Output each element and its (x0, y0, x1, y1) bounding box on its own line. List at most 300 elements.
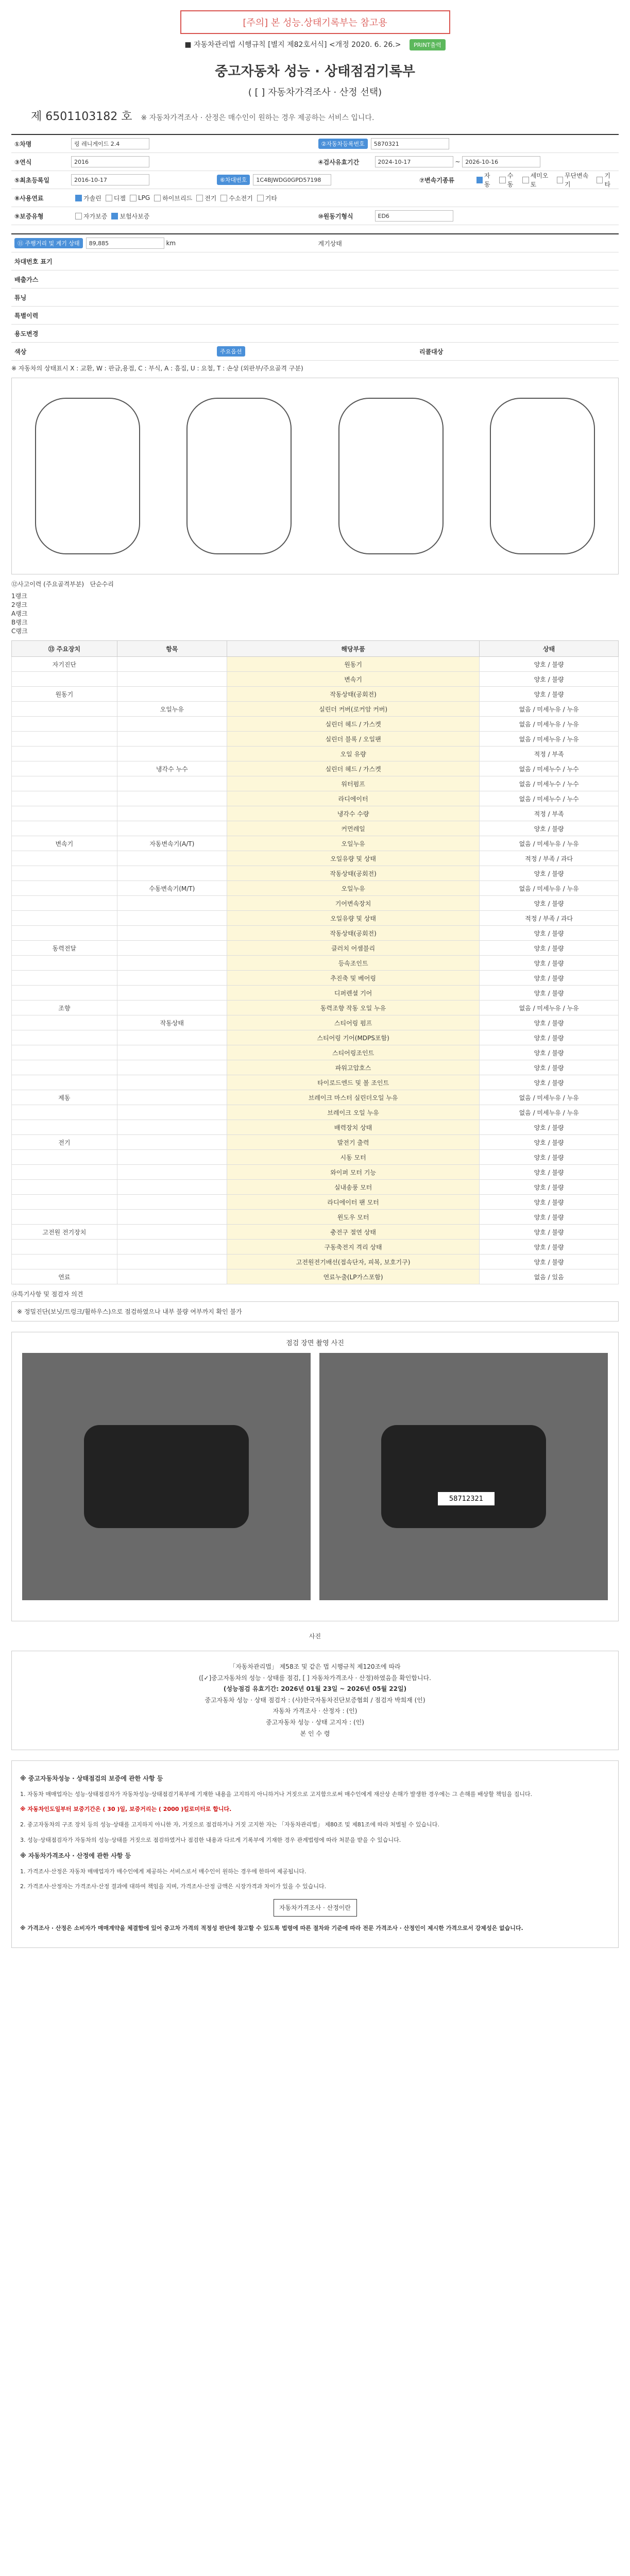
photo-caption: 사진 (309, 1633, 321, 1640)
terms-paragraph: 3. 성능·상태점검자가 자동차의 성능·상태를 거짓으로 점검하였거나 점검한 내용과 다르게 기록부에 기재한 경우 관계법령에 따라 처분을 받을 수 있습니다. (20, 1836, 401, 1843)
table-cell-item: 자동변속기(A/T) (117, 836, 227, 851)
fuel-diesel-checkbox[interactable] (106, 195, 112, 201)
form-row (11, 270, 619, 289)
table-cell-part: 파워고압호스 (227, 1060, 479, 1075)
table-cell-group (12, 702, 117, 717)
table-cell-status[interactable]: 양호 / 불량 (480, 941, 619, 956)
mileage-field[interactable]: 89,885 (86, 238, 164, 249)
table-cell-part: 고전원전기배선(접속단자, 피복, 보호기구) (227, 1255, 479, 1269)
table-cell-item (117, 1001, 227, 1015)
table-cell-item (117, 821, 227, 836)
notice-banner: [주의] 본 성능.상태기록부는 참고용 (180, 10, 450, 34)
table-cell-status[interactable]: 양호 / 불량 (480, 1135, 619, 1150)
table-cell-status[interactable]: 양호 / 불량 (480, 1015, 619, 1030)
table-cell-item (117, 866, 227, 881)
table-cell-part: 오일 유량 (227, 747, 479, 761)
table-cell-item (117, 986, 227, 1001)
table-cell-part: 디퍼렌셜 기어 (227, 986, 479, 1001)
form-row: ③연식 2016 ④검사유효기간 2024-10-17 ~ 2026-10-16 (11, 153, 619, 171)
table-cell-group (12, 776, 117, 791)
table-cell-part: 타이로드엔드 및 볼 조인트 (227, 1075, 479, 1090)
rank-label: 2랭크 (11, 601, 27, 608)
table-cell-status[interactable]: 양호 / 불량 (480, 926, 619, 941)
table-cell-status[interactable]: 없음 / 미세누수 / 누수 (480, 791, 619, 806)
table-cell-item (117, 776, 227, 791)
mileage-note: 계기상태 (318, 240, 342, 247)
table-cell-group (12, 672, 117, 687)
table-cell-item (117, 956, 227, 971)
trans-option: 세미오토 (530, 172, 549, 188)
table-cell-part: 오일누유 (227, 881, 479, 896)
table-row (12, 1225, 619, 1240)
table-row (12, 1120, 619, 1135)
table-cell-status[interactable]: 양호 / 불량 (480, 1195, 619, 1210)
table-cell-status[interactable]: 없음 / 미세누유 / 누유 (480, 717, 619, 732)
fuel-hydrogen-checkbox[interactable] (220, 195, 227, 201)
plate-field[interactable]: 5870321 (371, 138, 449, 149)
sign-receipt: 본 인 수 령 (300, 1730, 330, 1737)
table-cell-item (117, 851, 227, 866)
table-cell-status[interactable]: 양호 / 불량 (480, 821, 619, 836)
table-cell-status[interactable]: 양호 / 불량 (480, 687, 619, 702)
warranty-insurance-checkbox[interactable] (111, 213, 118, 219)
use-change-label: 용도변경 (14, 330, 39, 337)
signature-section (11, 1651, 619, 1750)
table-cell-part: 라디에이터 (227, 791, 479, 806)
diagram-legend: ※ 자동차의 상태표시 X : 교환, W : 판금,용접, C : 부식, A : 흠집, U : 요철, T : 손상 (외판부/주요골격 구분) (11, 365, 303, 372)
warranty-label: ⑨보증유형 (14, 212, 44, 220)
table-cell-item (117, 1240, 227, 1255)
header-cell: 상태 (480, 641, 619, 657)
fuel-option: 가솔린 (83, 194, 101, 202)
table-cell-group (12, 1255, 117, 1269)
form-row (11, 207, 619, 225)
table-cell-group (12, 761, 117, 776)
table-row (12, 956, 619, 971)
table-cell-status[interactable]: 없음 / 미세누유 / 누유 (480, 881, 619, 896)
form-row (11, 189, 619, 207)
car-right-side-icon (490, 398, 595, 554)
table-row (12, 911, 619, 926)
table-cell-part: 윈도우 모터 (227, 1210, 479, 1225)
table-cell-part: 원동기 (227, 657, 479, 672)
table-cell-part: 기어변속장치 (227, 896, 479, 911)
table-cell-status[interactable]: 양호 / 불량 (480, 1120, 619, 1135)
table-cell-item (117, 1120, 227, 1135)
year-field[interactable]: 2016 (71, 156, 149, 167)
table-cell-status[interactable]: 양호 / 불량 (480, 1075, 619, 1090)
table-cell-item: 냉각수 누수 (117, 761, 227, 776)
fuel-option: 하이브리드 (162, 194, 193, 202)
table-cell-item (117, 747, 227, 761)
table-cell-group (12, 1105, 117, 1120)
sign-inspector: 중고자동차 성능 · 상태 점검자 : (사)한국자동차진단보증협회 / 점검자 박희재 (인) (205, 1696, 425, 1704)
table-cell-item (117, 1105, 227, 1120)
reg-prefix: 제 (31, 110, 42, 123)
table-cell-group: 자기진단 (12, 657, 117, 672)
car-rear-top-icon (338, 398, 444, 554)
table-cell-status[interactable]: 없음 / 미세누수 / 누수 (480, 761, 619, 776)
table-cell-status[interactable]: 양호 / 불량 (480, 956, 619, 971)
trans-semi-checkbox[interactable] (522, 177, 529, 183)
table-cell-group (12, 1045, 117, 1060)
table-cell-group (12, 986, 117, 1001)
table-cell-part: 변속기 (227, 672, 479, 687)
table-cell-part: 브레이크 마스터 실린더오일 누유 (227, 1090, 479, 1105)
table-cell-group: 전기 (12, 1135, 117, 1150)
reg-suffix: 호 (121, 110, 132, 123)
table-row (12, 776, 619, 791)
trans-option: 자동 (484, 172, 490, 188)
table-cell-status[interactable]: 양호 / 불량 (480, 986, 619, 1001)
table-row (12, 1165, 619, 1180)
car-front-top-icon (186, 398, 292, 554)
table-cell-group (12, 851, 117, 866)
accident-label: ⑫사고이력 (주요골격부분) (11, 581, 84, 588)
table-cell-item (117, 926, 227, 941)
table-cell-group (12, 806, 117, 821)
trans-option: 수동 (507, 172, 514, 188)
table-cell-part: 오일누유 (227, 836, 479, 851)
terms-paragraph: 2. 가격조사·산정자는 가격조사·산정 결과에 대하여 책임을 지며, 가격조사·산정 금액은 시장가격과 차이가 있을 수 있습니다. (20, 1883, 327, 1890)
table-row (12, 702, 619, 717)
page-title: 중고자동차 성능 · 상태점검기록부 (215, 64, 415, 79)
table-row (12, 836, 619, 851)
table-cell-group (12, 1165, 117, 1180)
table-cell-group (12, 1075, 117, 1090)
table-cell-group (12, 1180, 117, 1195)
vin-field[interactable]: 1C4BJWDG0GPD57198 (253, 174, 331, 185)
reg-number: 6501103182 (45, 110, 118, 123)
engine-field[interactable]: ED6 (375, 210, 453, 222)
table-cell-item (117, 1269, 227, 1284)
form-row (11, 343, 619, 361)
table-cell-part: 오일유량 및 상태 (227, 911, 479, 926)
table-cell-status[interactable]: 없음 / 미세누유 / 누유 (480, 1090, 619, 1105)
table-cell-item (117, 1195, 227, 1210)
trans-etc-checkbox[interactable] (597, 177, 603, 183)
table-cell-part: 브레이크 오일 누유 (227, 1105, 479, 1120)
table-cell-part: 라디에이터 팬 모터 (227, 1195, 479, 1210)
table-cell-group (12, 717, 117, 732)
table-row (12, 821, 619, 836)
header-cell: 항목 (117, 641, 227, 657)
photo-title: 점검 장면 촬영 사진 (286, 1340, 344, 1347)
table-cell-item (117, 1210, 227, 1225)
fuel-lpg-checkbox[interactable] (130, 195, 137, 201)
table-row (12, 672, 619, 687)
table-cell-group (12, 747, 117, 761)
table-row (12, 806, 619, 821)
trans-option: 기타 (604, 172, 610, 188)
inspection-to-field[interactable]: 2026-10-16 (462, 156, 540, 167)
table-cell-status[interactable]: 양호 / 불량 (480, 1060, 619, 1075)
fuel-hybrid-checkbox[interactable] (154, 195, 161, 201)
table-cell-item (117, 1180, 227, 1195)
table-row (12, 1269, 619, 1284)
table-cell-status[interactable]: 적정 / 부족 (480, 747, 619, 761)
table-cell-group: 고전원 전기장치 (12, 1225, 117, 1240)
table-cell-group (12, 881, 117, 896)
table-cell-part: 발전기 출력 (227, 1135, 479, 1150)
form-subhead-text: ■ 자동차관리법 시행규칙 [별지 제82호서식] <개정 2020. 6. 26.> (184, 41, 401, 49)
table-cell-part: 충전구 절연 상태 (227, 1225, 479, 1240)
table-row (12, 941, 619, 956)
fuel-gasoline-checkbox[interactable] (75, 195, 82, 201)
table-row (12, 881, 619, 896)
table-cell-group: 동력전달 (12, 941, 117, 956)
tuning-label: 튜닝 (14, 294, 27, 301)
table-cell-status[interactable]: 없음 / 있음 (480, 1269, 619, 1284)
fuel-etc-checkbox[interactable] (257, 195, 264, 201)
table-row (12, 687, 619, 702)
table-cell-status[interactable]: 양호 / 불량 (480, 896, 619, 911)
table-cell-part: 연료누출(LP가스포함) (227, 1269, 479, 1284)
table-cell-status[interactable]: 양호 / 불량 (480, 866, 619, 881)
table-cell-part: 오일유량 및 상태 (227, 851, 479, 866)
form-row (11, 135, 619, 153)
table-cell-part: 실린더 헤드 / 가스켓 (227, 717, 479, 732)
table-cell-group (12, 896, 117, 911)
accident-line (11, 580, 619, 588)
table-cell-group: 변속기 (12, 836, 117, 851)
vin-label: ⑥차대번호 (217, 175, 250, 185)
table-cell-status[interactable]: 양호 / 불량 (480, 657, 619, 672)
inspection-from-field[interactable]: 2024-10-17 (375, 156, 453, 167)
table-row (12, 657, 619, 672)
fuel-option: 전기 (205, 194, 217, 202)
table-row (12, 1195, 619, 1210)
fuel-option: 수소전기 (229, 194, 253, 202)
vin-marking-label: 차대번호 표기 (14, 258, 53, 265)
warranty-highlight: ※ 자동차인도일부터 보증기간은 ( 30 )일, 보증거리는 ( 2000 )킬로미터로 합니다. (20, 1806, 232, 1813)
table-cell-part: 냉각수 수량 (227, 806, 479, 821)
terms-paragraph: 1. 가격조사·산정은 자동차 매매업자가 매수인에게 제공하는 서비스로서 매수인이 원하는 경우에 한하여 제공됩니다. (20, 1868, 307, 1875)
table-cell-item: 수동변속기(M/T) (117, 881, 227, 896)
table-cell-status[interactable]: 적정 / 부족 / 과다 (480, 911, 619, 926)
table-cell-item (117, 1255, 227, 1269)
table-cell-status[interactable]: 양호 / 불량 (480, 1225, 619, 1240)
table-cell-item: 작동상태 (117, 1015, 227, 1030)
form-row (11, 252, 619, 270)
rank-list (11, 591, 619, 635)
table-cell-item (117, 1090, 227, 1105)
table-row (12, 732, 619, 747)
form-row (11, 171, 619, 189)
form-row (11, 325, 619, 343)
rank-label: 1랭크 (11, 592, 27, 600)
fuel-option: 디젤 (113, 194, 126, 202)
table-row (12, 761, 619, 776)
table-cell-item (117, 1150, 227, 1165)
table-cell-status[interactable]: 없음 / 미세누유 / 누유 (480, 1105, 619, 1120)
table-row (12, 1105, 619, 1120)
table-cell-status[interactable]: 양호 / 불량 (480, 672, 619, 687)
table-cell-part: 실린더 헤드 / 가스켓 (227, 761, 479, 776)
special-notes-label: ⑭특기사항 및 점검자 의견 (11, 1291, 83, 1298)
table-row (12, 896, 619, 911)
rank-label: A랭크 (11, 610, 28, 617)
mileage-unit: km (166, 240, 176, 247)
table-cell-status[interactable]: 없음 / 미세누유 / 누유 (480, 1001, 619, 1015)
terms-section (11, 1760, 619, 1948)
table-row (12, 1001, 619, 1015)
warranty-option: 보험사보증 (120, 212, 150, 220)
mileage-label: ⑪ 주행거리 및 계기 상태 (14, 238, 83, 248)
sign-notifier: 중고자동차 성능 · 상태 고지자 : (인) (266, 1718, 364, 1726)
table-row (12, 1075, 619, 1090)
check-table-body (12, 657, 619, 1284)
table-cell-item: 오일누유 (117, 702, 227, 717)
table-cell-group (12, 971, 117, 986)
terms-paragraph: ※ 가격조사 · 산정은 소비자가 매매계약을 체결함에 있어 중고차 가격의 적정성 판단에 참고할 수 있도록 법령에 따른 절차와 기준에 따라 전문 가격조사 · 산정인이 제시한 가격으로서 강제성은 없습니다. (20, 1925, 523, 1932)
table-cell-status[interactable]: 없음 / 미세누유 / 누유 (480, 732, 619, 747)
form-subhead (0, 39, 630, 50)
table-cell-item (117, 806, 227, 821)
table-row (12, 1135, 619, 1150)
warranty-self-checkbox[interactable] (75, 213, 82, 219)
table-cell-item (117, 911, 227, 926)
plate-label: ②자동차등록번호 (318, 139, 368, 149)
table-cell-status[interactable]: 양호 / 불량 (480, 1165, 619, 1180)
table-cell-group (12, 1060, 117, 1075)
table-row (12, 986, 619, 1001)
table-cell-status[interactable]: 양호 / 불량 (480, 971, 619, 986)
table-cell-part: 작동상태(공회전) (227, 866, 479, 881)
table-row (12, 1240, 619, 1255)
table-cell-group: 조향 (12, 1001, 117, 1015)
table-cell-part: 동력조향 작동 오일 누유 (227, 1001, 479, 1015)
sign-line: 「자동차관리법」 제58조 및 같은 법 시행규칙 제120조에 따라 (229, 1663, 401, 1670)
trans-auto-checkbox[interactable] (476, 177, 483, 183)
special-notes-text: ※ 정밀진단(보닛/트렁크/휠하우스)으로 점검하였으나 내부 불량 여부까지 확인 불가 (11, 1301, 619, 1321)
table-cell-status[interactable]: 양호 / 불량 (480, 1150, 619, 1165)
table-cell-group (12, 1150, 117, 1165)
inspection-photo-2 (319, 1353, 608, 1600)
table-cell-group (12, 926, 117, 941)
table-cell-part: 클러치 어셈블리 (227, 941, 479, 956)
table-cell-status[interactable]: 양호 / 불량 (480, 1030, 619, 1045)
table-cell-item (117, 941, 227, 956)
recall-label: 리콜대상 (419, 348, 444, 355)
sign-price-inspector: 자동차 가격조사 · 산정자 : (인) (273, 1707, 357, 1715)
table-cell-group (12, 1210, 117, 1225)
table-cell-item (117, 1135, 227, 1150)
fuel-electric-checkbox[interactable] (196, 195, 203, 201)
table-cell-group: 원동기 (12, 687, 117, 702)
price-info-button[interactable]: 자동차가격조사 · 산정이란 (274, 1899, 357, 1917)
fuel-label: ⑧사용연료 (14, 194, 44, 202)
table-cell-item (117, 1060, 227, 1075)
inspection-photo-1 (22, 1353, 311, 1600)
table-cell-status[interactable]: 양호 / 불량 (480, 1240, 619, 1255)
table-cell-group: 제동 (12, 1090, 117, 1105)
rank-label: C랭크 (11, 628, 28, 635)
table-cell-part: 커먼레일 (227, 821, 479, 836)
table-cell-status[interactable]: 없음 / 미세누유 / 누유 (480, 836, 619, 851)
check-table-header (12, 641, 619, 657)
rank-label: B랭크 (11, 619, 28, 626)
table-row (12, 1150, 619, 1165)
table-cell-item (117, 896, 227, 911)
page-subtitle: ( [ ] 자동차가격조사 · 산정 선택) (248, 87, 382, 98)
table-row (12, 1180, 619, 1195)
table-cell-part: 작동상태(공회전) (227, 687, 479, 702)
table-cell-part: 배력장치 상태 (227, 1120, 479, 1135)
table-cell-part: 추진축 및 베어링 (227, 971, 479, 986)
table-cell-item (117, 1225, 227, 1240)
table-cell-part: 스티어링조인트 (227, 1045, 479, 1060)
table-cell-status[interactable]: 양호 / 불량 (480, 1210, 619, 1225)
sign-period: (성능점검 유효기간: 2026년 01월 23일 ~ 2026년 05월 22일) (223, 1685, 407, 1693)
trans-label: ⑦변속기종류 (419, 176, 455, 184)
table-cell-status[interactable]: 적정 / 부족 (480, 806, 619, 821)
table-cell-part: 작동상태(공회전) (227, 926, 479, 941)
engine-label: ⑩원동기형식 (318, 212, 353, 220)
table-row (12, 866, 619, 881)
table-row (12, 1255, 619, 1269)
color-label: 색상 (14, 348, 27, 355)
table-cell-status[interactable]: 없음 / 미세누유 / 누유 (480, 702, 619, 717)
table-row (12, 851, 619, 866)
table-cell-item (117, 971, 227, 986)
print-button[interactable]: PRINT출력 (410, 39, 446, 50)
table-row (12, 791, 619, 806)
table-cell-item (117, 1030, 227, 1045)
table-cell-group (12, 1030, 117, 1045)
table-cell-item (117, 672, 227, 687)
car-left-side-icon (35, 398, 140, 554)
table-cell-part: 등속조인트 (227, 956, 479, 971)
year-label: ③연식 (14, 158, 32, 166)
table-cell-group: 연료 (12, 1269, 117, 1284)
table-cell-status[interactable]: 없음 / 미세누수 / 누수 (480, 776, 619, 791)
trans-manual-checkbox[interactable] (499, 177, 505, 183)
table-cell-status[interactable]: 양호 / 불량 (480, 1180, 619, 1195)
trans-cvt-checkbox[interactable] (557, 177, 563, 183)
table-cell-item (117, 657, 227, 672)
table-cell-part: 실린더 커버(로커암 커버) (227, 702, 479, 717)
table-cell-item (117, 687, 227, 702)
photo-section (11, 1332, 619, 1621)
table-cell-status[interactable]: 적정 / 부족 / 과다 (480, 851, 619, 866)
table-row (12, 1030, 619, 1045)
table-cell-group (12, 866, 117, 881)
table-row (12, 971, 619, 986)
terms-paragraph: 2. 중고자동차의 구조 장치 등의 성능·상태를 고지하지 아니한 자, 거짓으로 점검하거나 거짓 고지한 자는 「자동차관리법」 제80조 및 제81조에 따라 처벌될 수 있습니다. (20, 1821, 439, 1828)
table-row (12, 747, 619, 761)
reg-note: ※ 자동차가격조사 · 산정은 매수인이 원하는 경우 제공하는 서비스 입니다. (141, 114, 374, 122)
status-section (11, 233, 619, 361)
first-reg-field[interactable]: 2016-10-17 (71, 174, 149, 185)
terms-title: ※ 중고자동차성능 · 상태점검의 보증에 관한 사항 등 (20, 1775, 163, 1783)
table-cell-status[interactable]: 양호 / 불량 (480, 1255, 619, 1269)
vehicle-name-field[interactable]: 링 레니게이드 2.4 (71, 138, 149, 149)
table-cell-status[interactable]: 양호 / 불량 (480, 1045, 619, 1060)
table-row (12, 1060, 619, 1075)
table-cell-item (117, 732, 227, 747)
emission-label: 배출가스 (14, 276, 39, 283)
basic-info-section (11, 134, 619, 225)
vehicle-name-label: ①차명 (14, 140, 32, 148)
table-cell-item (117, 1165, 227, 1180)
first-reg-label: ⑤최초등록일 (14, 176, 50, 184)
table-cell-group (12, 821, 117, 836)
table-row (12, 1210, 619, 1225)
table-row (12, 1015, 619, 1030)
table-cell-part: 구동축전지 격리 상태 (227, 1240, 479, 1255)
terms-title: ※ 자동차가격조사 · 산정에 관한 사항 등 (20, 1852, 131, 1860)
